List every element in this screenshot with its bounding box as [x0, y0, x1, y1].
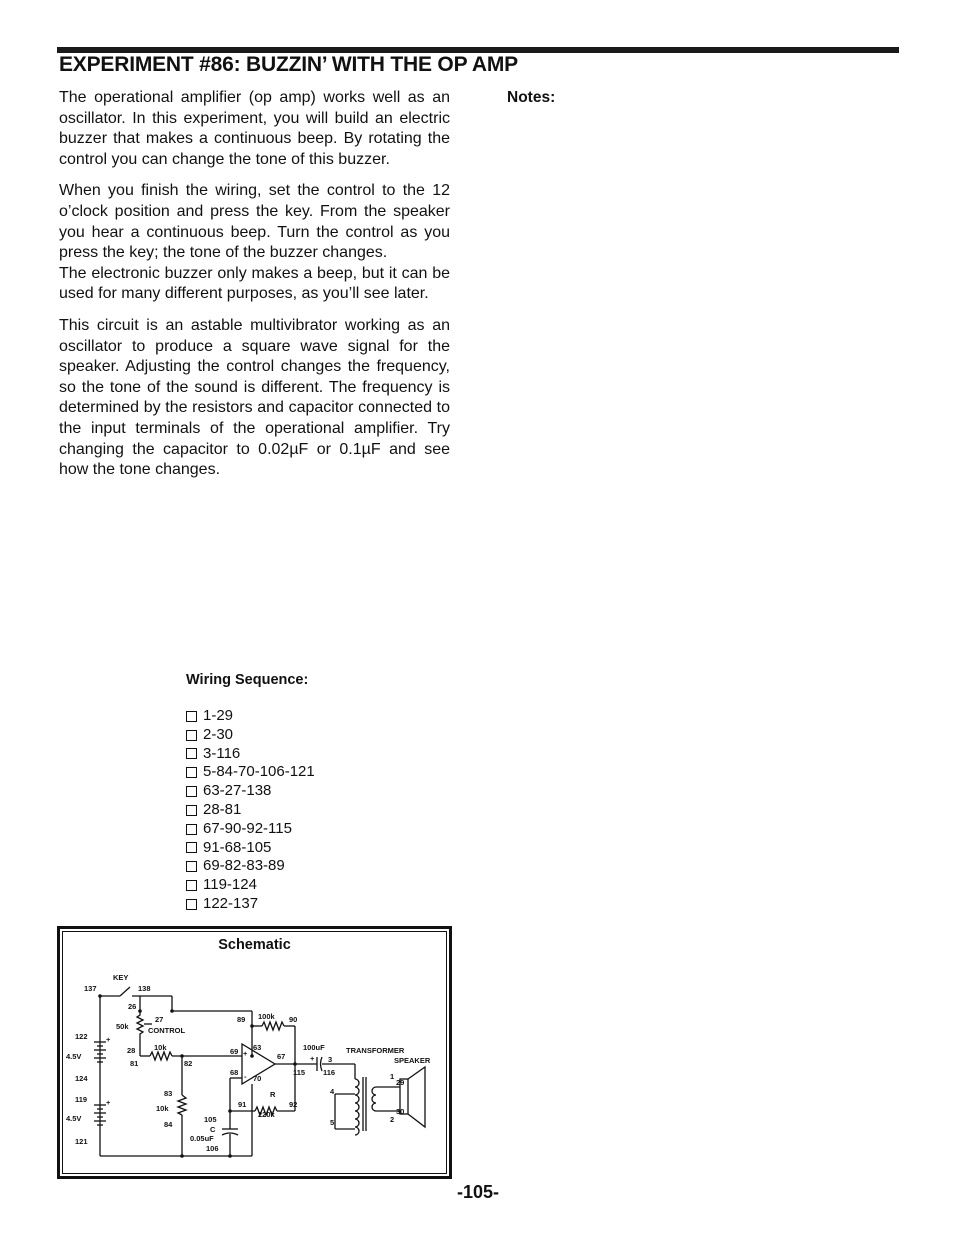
label-70: 70 [253, 1074, 262, 1083]
wiring-item[interactable] [186, 763, 315, 782]
checkbox[interactable] [186, 711, 197, 722]
label-69: 69 [230, 1047, 239, 1056]
label-5: 5 [330, 1118, 335, 1127]
wiring-item[interactable] [186, 801, 315, 820]
label-124: 124 [75, 1074, 88, 1083]
wiring-item-text: 122-137 [203, 894, 259, 912]
wiring-item-text: 69-82-83-89 [203, 857, 285, 875]
wiring-item[interactable] [186, 895, 315, 914]
checkbox[interactable] [186, 767, 197, 778]
label-10k-a: 10k [154, 1043, 167, 1052]
checkbox[interactable] [186, 842, 197, 853]
label-137: 137 [84, 984, 97, 993]
label-106: 106 [206, 1144, 219, 1153]
wiring-item-text: 119-124 [203, 876, 257, 894]
wiring-item-text: 3-116 [203, 744, 241, 762]
label-83: 83 [164, 1089, 173, 1098]
wiring-title: Wiring Sequence: [186, 672, 309, 688]
label-116: 116 [323, 1068, 336, 1077]
label-minus: - [244, 1072, 247, 1081]
label-2: 2 [390, 1115, 395, 1124]
notes-label: Notes: [507, 89, 556, 106]
checkbox[interactable] [186, 861, 197, 872]
label-30: 30 [396, 1107, 405, 1116]
checkbox[interactable] [186, 748, 197, 759]
label-81: 81 [130, 1059, 139, 1068]
label-91: 91 [238, 1100, 247, 1109]
label-220k: 220k [258, 1110, 275, 1119]
label-plus-2: + [106, 1098, 111, 1107]
label-pot: 50k [116, 1022, 129, 1031]
schematic-diagram [60, 929, 449, 1176]
label-68: 68 [230, 1068, 239, 1077]
wiring-item-text: 1-29 [203, 707, 234, 724]
page-number: -105- [457, 1182, 500, 1202]
label-4: 4 [330, 1087, 335, 1096]
label-121: 121 [75, 1137, 88, 1146]
checkbox[interactable] [186, 805, 197, 816]
checkbox[interactable] [186, 730, 197, 741]
wiring-item-text: 91-68-105 [203, 838, 272, 856]
label-84: 84 [164, 1120, 173, 1129]
label-28: 28 [127, 1046, 136, 1055]
wiring-item[interactable] [186, 782, 315, 801]
label-82: 82 [184, 1059, 193, 1068]
label-10k-b: 10k [156, 1104, 169, 1113]
label-plus-1: + [106, 1035, 111, 1044]
label-122: 122 [75, 1032, 88, 1041]
label-speaker: SPEAKER [394, 1056, 431, 1065]
label-89: 89 [237, 1015, 246, 1024]
wiring-item[interactable] [186, 820, 315, 839]
checkbox[interactable] [186, 899, 197, 910]
schematic-title: Schematic [218, 937, 291, 953]
wiring-item-text: 63-27-138 [203, 782, 272, 800]
paragraph-uses: The electronic buzzer only makes a beep, but it can be used for many different purposes, as you’ll see later. [59, 264, 450, 303]
label-control: CONTROL [148, 1026, 186, 1035]
checkbox[interactable] [186, 786, 197, 797]
paragraph-intro: The operational amplifier (op amp) works well as an oscillator. In this experiment, you will build an electric buzzer that makes a continuous beep. By rotating the control you can change the tone of this buzzer. [59, 89, 450, 168]
label-c: C [210, 1125, 216, 1134]
label-1: 1 [390, 1072, 395, 1081]
wiring-item-text: 67-90-92-115 [203, 819, 292, 837]
wiring-item[interactable] [186, 745, 315, 764]
label-plus-4: + [310, 1054, 315, 1063]
label-138: 138 [138, 984, 151, 993]
label-92: 92 [289, 1100, 298, 1109]
label-105: 105 [204, 1115, 217, 1124]
label-4-5v-b: 4.5V [66, 1114, 82, 1123]
wiring-item[interactable] [186, 876, 315, 895]
label-90: 90 [289, 1015, 298, 1024]
wiring-item[interactable] [186, 857, 315, 876]
label-115: 115 [293, 1068, 306, 1077]
wiring-item[interactable] [186, 839, 315, 858]
label-key: KEY [113, 973, 129, 982]
wiring-item[interactable] [186, 726, 315, 745]
label-27: 27 [155, 1015, 164, 1024]
label-3: 3 [328, 1055, 333, 1064]
wiring-item[interactable] [186, 707, 315, 726]
label-29: 29 [396, 1078, 405, 1087]
checkbox[interactable] [186, 824, 197, 835]
paragraph-instructions: When you finish the wiring, set the control to the 12 o’clock position and press the key. From the speaker you hear a continuous beep. Turn the control as you press the key; the tone of the buzzer changes. [59, 182, 450, 262]
label-plus-3: + [243, 1049, 248, 1058]
wiring-sequence [186, 672, 315, 914]
wiring-item-text: 28-81 [203, 800, 242, 818]
wiring-item-text: 2-30 [203, 725, 234, 743]
schematic-box [57, 926, 452, 1179]
label-119: 119 [75, 1095, 88, 1104]
checkbox[interactable] [186, 880, 197, 891]
wiring-item-text: 5-84-70-106-121 [203, 763, 315, 781]
label-67: 67 [277, 1052, 286, 1061]
label-r: R [270, 1090, 276, 1099]
label-transformer: TRANSFORMER [346, 1046, 405, 1055]
body-text [59, 88, 450, 492]
label-cap-value: 0.05uF [190, 1134, 214, 1143]
wiring-list [186, 707, 315, 914]
label-26: 26 [128, 1002, 137, 1011]
page-title: EXPERIMENT #86: BUZZIN’ WITH THE OP AMP [59, 53, 518, 76]
paragraph-explanation: This circuit is an astable multivibrator working as an oscillator to produce a square wave signal for the speaker. Adjusting the control changes the frequency, so the tone of the sound is different. The frequency is determined by the resistors and capacitor connected to the input terminals of the operational amplifier. Try changing the capacitor to 0.02µF or 0.1µF and see how the tone changes. [59, 316, 450, 479]
label-63: 63 [253, 1043, 262, 1052]
label-100k: 100k [258, 1012, 275, 1021]
label-100uf: 100uF [303, 1043, 325, 1052]
label-4-5v-a: 4.5V [66, 1052, 82, 1061]
